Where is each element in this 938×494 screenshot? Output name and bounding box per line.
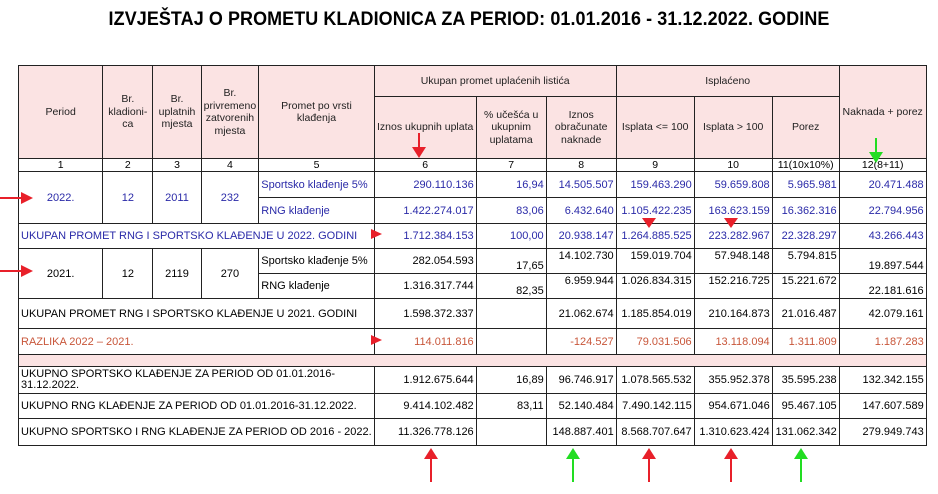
total-2021-label: UKUPAN PROMET RNG I SPORTSKO KLAĐENJE U 2021. GODINI (19, 299, 375, 329)
br-uplatnih-2021: 2119 (153, 249, 201, 299)
porez-cell: 5.965.981 (772, 172, 839, 198)
naknada-porez-cell: 19.897.544 (839, 249, 926, 274)
down-arrow-red-icon (412, 133, 426, 159)
down-arrow-red-icon (724, 218, 738, 228)
up-arrow-red-icon (642, 448, 656, 482)
isplata-le-cell: 1.264.885.525 (616, 224, 694, 249)
isplata-gt-cell: 152.216.725 (694, 274, 772, 299)
table-row-period-sportsko (19, 367, 927, 394)
column-number: 3 (153, 159, 201, 172)
pct-cell: 16,89 (476, 367, 546, 394)
uplate-cell: 114.011.816 (374, 329, 476, 355)
header-iznos-ukupnih-uplata: Iznos ukupnih uplata (374, 97, 476, 159)
column-number: 11(10x10%) (772, 159, 839, 172)
naknada-cell: 21.062.674 (546, 299, 616, 329)
naknada-porez-cell: 43.266.443 (839, 224, 926, 249)
up-arrow-red-icon (724, 448, 738, 482)
porez-cell: 21.016.487 (772, 299, 839, 329)
right-arrow-red-icon (21, 265, 33, 277)
isplata-gt-cell: 954.671.046 (694, 394, 772, 419)
porez-cell: 15.221.672 (772, 274, 839, 299)
uplate-cell: 1.316.317.744 (374, 274, 476, 299)
column-number: 12(8+11) (839, 159, 926, 172)
isplata-le-cell: 8.568.707.647 (616, 419, 694, 446)
header-group-ukupan-promet: Ukupan promet uplaćenih listića (374, 66, 616, 97)
header-porez: Porez (772, 97, 839, 159)
uplate-cell: 282.054.593 (374, 249, 476, 274)
isplata-le-cell: 79.031.506 (616, 329, 694, 355)
isplata-le-cell: 1.078.565.532 (616, 367, 694, 394)
right-arrow-red-icon (0, 197, 22, 199)
br-uplatnih-2022: 2011 (153, 172, 201, 224)
naknada-porez-cell: 22.181.616 (839, 274, 926, 299)
table-row-razlika (19, 329, 927, 355)
period-total-label: UKUPNO RNG KLAĐENJE ZA PERIOD OD 01.01.2016-31.12.2022. (19, 394, 375, 419)
table-row-period-all (19, 419, 927, 446)
isplata-gt-cell: 163.623.159 (694, 198, 772, 224)
period-2021: 2021. (19, 249, 103, 299)
naknada-porez-cell: 1.187.283 (839, 329, 926, 355)
uplate-cell: 9.414.102.482 (374, 394, 476, 419)
isplata-le-cell: 159.463.290 (616, 172, 694, 198)
table-row-2021-sportsko (19, 249, 927, 274)
header-pct-ucesca: % učešća u ukupnim uplatama (476, 97, 546, 159)
isplata-le-cell: 159.019.704 (616, 249, 694, 274)
column-number: 9 (616, 159, 694, 172)
column-number: 7 (476, 159, 546, 172)
pct-cell: 17,65 (476, 249, 546, 274)
isplata-gt-cell: 223.282.967 (694, 224, 772, 249)
header-promet-po-vrsti: Promet po vrsti klađenja (259, 66, 374, 159)
naknada-cell: -124.527 (546, 329, 616, 355)
vrsta-cell: RNG klađenje (259, 274, 374, 299)
isplata-gt-cell: 355.952.378 (694, 367, 772, 394)
header-naknada-porez: Naknada + porez (839, 66, 926, 159)
porez-cell: 5.794.815 (772, 249, 839, 274)
porez-cell: 1.311.809 (772, 329, 839, 355)
header-br-kladionica: Br. kladioni-ca (103, 66, 153, 159)
uplate-cell: 1.912.675.644 (374, 367, 476, 394)
pct-cell (476, 329, 546, 355)
naknada-porez-cell: 147.607.589 (839, 394, 926, 419)
pct-cell (476, 299, 546, 329)
naknada-cell: 14.505.507 (546, 172, 616, 198)
vrsta-cell: Sportsko klađenje 5% (259, 172, 374, 198)
column-number: 10 (694, 159, 772, 172)
header-br-uplatnih: Br. uplatnih mjesta (153, 66, 201, 159)
porez-cell: 22.328.297 (772, 224, 839, 249)
vrsta-cell: RNG klađenje (259, 198, 374, 224)
pct-cell: 16,94 (476, 172, 546, 198)
isplata-gt-cell: 13.118.094 (694, 329, 772, 355)
right-arrow-red-icon (371, 229, 382, 239)
header-isplata-gt-100: Isplata > 100 (694, 97, 772, 159)
isplata-gt-cell: 57.948.148 (694, 249, 772, 274)
up-arrow-red-icon (424, 448, 438, 482)
porez-cell: 16.362.316 (772, 198, 839, 224)
isplata-le-cell: 1.105.422.235 (616, 198, 694, 224)
spacer-cell (19, 355, 927, 367)
column-number: 6 (374, 159, 476, 172)
period-2022: 2022. (19, 172, 103, 224)
isplata-gt-cell: 210.164.873 (694, 299, 772, 329)
header-period: Period (19, 66, 103, 159)
column-number: 5 (259, 159, 374, 172)
uplate-cell: 1.712.384.153 (374, 224, 476, 249)
pct-cell: 83,06 (476, 198, 546, 224)
header-iznos-naknade: Iznos obračunate naknade (546, 97, 616, 159)
period-total-label: UKUPNO SPORTSKO I RNG KLAĐENJE ZA PERIOD OD 2016 - 2022. (19, 419, 375, 446)
isplata-le-cell: 1.026.834.315 (616, 274, 694, 299)
naknada-cell: 20.938.147 (546, 224, 616, 249)
razlika-label: RAZLIKA 2022 – 2021. (19, 329, 375, 355)
total-2022-label: UKUPAN PROMET RNG I SPORTSKO KLAĐENJE U 2022. GODINI (19, 224, 375, 249)
pct-cell: 100,00 (476, 224, 546, 249)
report-table (18, 65, 927, 446)
naknada-cell: 96.746.917 (546, 367, 616, 394)
report-title: IZVJEŠTAJ O PROMETU KLADIONICA ZA PERIOD: 01.01.2016 - 31.12.2022. GODINE (108, 8, 830, 30)
vrsta-cell: Sportsko klađenje 5% (259, 249, 374, 274)
column-number: 1 (19, 159, 103, 172)
naknada-porez-cell: 22.794.956 (839, 198, 926, 224)
table-row-period-rng (19, 394, 927, 419)
period-total-label: UKUPNO SPORTSKO KLAĐENJE ZA PERIOD OD 01.01.2016-31.12.2022. (19, 367, 375, 394)
isplata-gt-cell: 1.310.623.424 (694, 419, 772, 446)
header-br-privremeno: Br. privremeno zatvorenih mjesta (201, 66, 259, 159)
naknada-porez-cell: 42.079.161 (839, 299, 926, 329)
up-arrow-green-icon (794, 448, 808, 482)
pct-cell: 82,35 (476, 274, 546, 299)
br-privremeno-2022: 232 (201, 172, 259, 224)
column-number: 8 (546, 159, 616, 172)
header-group-isplaceno: Isplaćeno (616, 66, 839, 97)
isplata-gt-cell: 59.659.808 (694, 172, 772, 198)
uplate-cell: 1.422.274.017 (374, 198, 476, 224)
porez-cell: 131.062.342 (772, 419, 839, 446)
pct-cell: 83,11 (476, 394, 546, 419)
uplate-cell: 290.110.136 (374, 172, 476, 198)
porez-cell: 35.595.238 (772, 367, 839, 394)
naknada-porez-cell: 132.342.155 (839, 367, 926, 394)
naknada-cell: 6.432.640 (546, 198, 616, 224)
porez-cell: 95.467.105 (772, 394, 839, 419)
naknada-porez-cell: 20.471.488 (839, 172, 926, 198)
naknada-cell: 148.887.401 (546, 419, 616, 446)
table-row-2021-total (19, 299, 927, 329)
column-number: 4 (201, 159, 259, 172)
isplata-le-cell: 1.185.854.019 (616, 299, 694, 329)
spacer-row (19, 355, 927, 367)
isplata-le-cell: 7.490.142.115 (616, 394, 694, 419)
naknada-porez-cell: 279.949.743 (839, 419, 926, 446)
down-arrow-red-icon (642, 218, 656, 228)
naknada-cell: 52.140.484 (546, 394, 616, 419)
right-arrow-red-icon (371, 335, 382, 345)
table-row-2022-total (19, 224, 927, 249)
down-arrow-green-icon (869, 138, 883, 164)
up-arrow-green-icon (566, 448, 580, 482)
right-arrow-red-icon (0, 270, 22, 272)
br-privremeno-2021: 270 (201, 249, 259, 299)
column-number-row (19, 159, 927, 172)
uplate-cell: 1.598.372.337 (374, 299, 476, 329)
br-kladionica-2021: 12 (103, 249, 153, 299)
naknada-cell: 6.959.944 (546, 274, 616, 299)
right-arrow-red-icon (21, 192, 33, 204)
br-kladionica-2022: 12 (103, 172, 153, 224)
naknada-cell: 14.102.730 (546, 249, 616, 274)
header-isplata-le-100: Isplata <= 100 (616, 97, 694, 159)
column-number: 2 (103, 159, 153, 172)
uplate-cell: 11.326.778.126 (374, 419, 476, 446)
table-row-2022-sportsko (19, 172, 927, 198)
pct-cell (476, 419, 546, 446)
